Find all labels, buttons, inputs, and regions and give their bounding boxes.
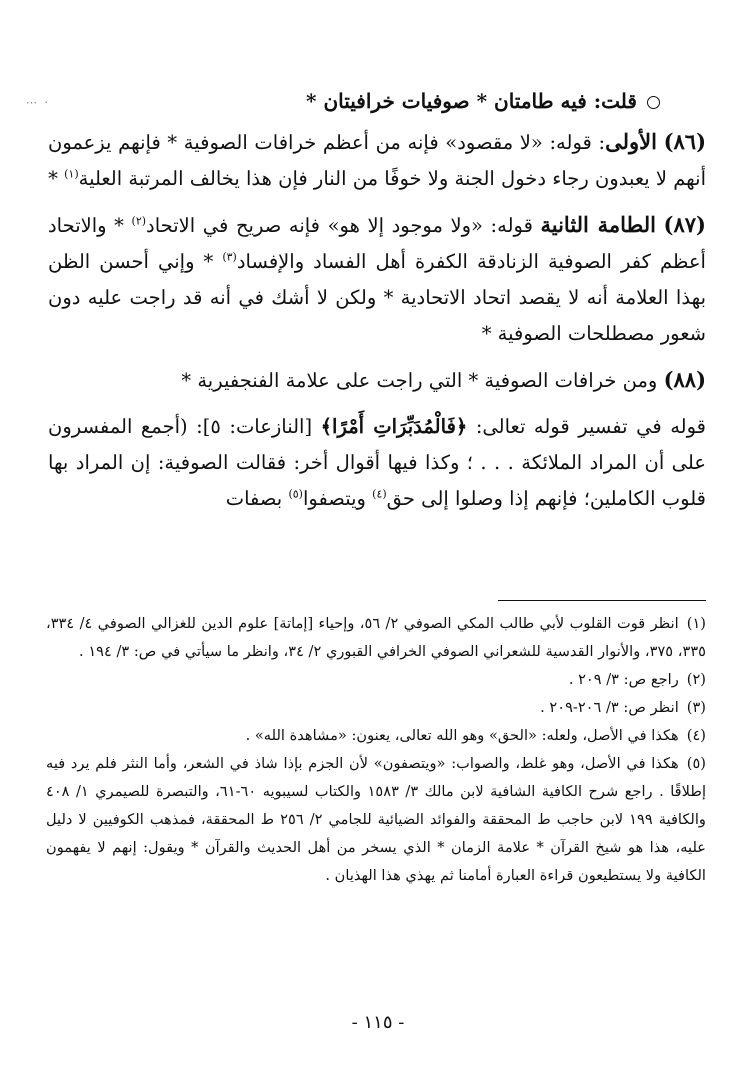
- footnote-text: انظر ص: ٣/ ٢٠٦-٢٠٩ .: [540, 699, 679, 716]
- footnote-ref[interactable]: (٣): [222, 250, 237, 264]
- paragraph-text: ومن خرافات الصوفية * التي راجت على علامة الفنجفيرية *: [181, 369, 664, 392]
- paragraph-text: ويتصفوا: [302, 487, 373, 510]
- footnote-ref[interactable]: (٥): [288, 487, 303, 501]
- footnote-number: (٢): [686, 671, 706, 688]
- footnote: [46, 694, 706, 722]
- heading-text: قلت: فيه طامتان * صوفيات خرافيتان *: [306, 89, 637, 113]
- main-text: [48, 124, 706, 527]
- footnotes: [46, 610, 706, 890]
- paragraph-number: (٨٧): [663, 212, 706, 237]
- paragraph-88: [48, 362, 706, 399]
- footnote-text: هكذا في الأصل، وهو غلط، والصواب: «ويتصفون» لأن الجزم بإذا شاذ في الشعر، وأما النثر فلم يرد فيه إطلاقًا . راجع شرح الكافية الشافية لابن مالك ٣/ ١٥٨٣ والكتاب لسيبويه ٦٠-٦١، والتبصرة للصيمري ١/ ٤٠٨ والكافية ١٩٩ لابن حاجب ط المحققة والفوائد الضيائية للجامي ٢/ ٢٥٦ ط المحققة، فمذهب الكوفيين لا دليل عليه، هذا هو شيخ القرآن * علامة الزمان * الذي يسخر من أهل الحديث والقرآن * ويقول: إنهم لا يفهمون الكافية ولا يستطيعون قراءة العبارة أمامنا ثم يهذي هذا الهذيان .: [46, 755, 706, 884]
- footnote: [46, 722, 706, 750]
- paragraph-text: * وإني أحسن الظن بهذا العلامة أنه لا يقصد اتحاد الاتحادية * ولكن لا أشك في أنه قد راجت عليه دون شعور مصطلحات الصوفية *: [48, 250, 706, 345]
- footnote-separator: [498, 600, 706, 601]
- page-number: - ١١٥ -: [351, 1012, 405, 1033]
- footnote: [46, 750, 706, 890]
- footnote-text: هكذا في الأصل، ولعله: «الحق» وهو الله تعالى، يعنون: «مشاهدة الله» .: [245, 727, 679, 744]
- paragraph-text: [النازعات: ٥]: (أجمع المفسرون على أن المراد الملائكة . . . ؛ وكذا فيها أقوال أخر: فقالت الصوفية: إن المراد بها قلوب الكاملين؛ فإنهم إذا وصلوا إلى حق: [48, 415, 706, 510]
- paragraph-text: قوله في تفسير قوله تعالى:: [467, 415, 706, 438]
- section-heading: [100, 86, 660, 116]
- footnote-number: (٣): [686, 699, 706, 716]
- paragraph-87: [48, 207, 706, 352]
- footnote-text: انظر قوت القلوب لأبي طالب المكي الصوفي ٢/ ٥٦، وإحياء [إماتة] علوم الدين للغزالي الصوفي ٤/ ٣٣٤، ٣٣٥، ٣٧٥، والأنوار القدسية للشعراني الصوفي الخرافي القبوري ٢/ ٣٤، وانظر ما سيأتي في ص: ٣/ ١٩٤ .: [46, 615, 706, 660]
- footnote-ref[interactable]: (٤): [372, 487, 387, 501]
- paragraph-text: بصفات: [225, 487, 289, 510]
- margin-scribble: ⋯ ·: [26, 96, 50, 109]
- paragraph-quote: [48, 409, 706, 517]
- footnote: [46, 666, 706, 694]
- footnote-ref[interactable]: (١): [64, 167, 79, 181]
- circle-bullet-icon: [647, 96, 660, 109]
- footnote-number: (٥): [686, 755, 706, 772]
- quran-verse: ﴿فَالْمُدَبِّرَاتِ أَمْرًا﴾: [320, 415, 468, 438]
- paragraph-86: [48, 124, 706, 197]
- paragraph-lead: الطامة الثانية: [540, 212, 656, 237]
- footnote: [46, 610, 706, 666]
- paragraph-text: : قوله: «لا مقصود» فإنه من أعظم خرافات الصوفية * فإنهم يزعمون أنهم لا يعبدون رجاء دخول الجنة ولا خوفًا من النار فإن هذا يخالف المرتبة العلية: [48, 131, 706, 190]
- paragraph-number: (٨٨): [663, 367, 706, 392]
- footnote-number: (٤): [686, 727, 706, 744]
- paragraph-tail: *: [48, 167, 65, 190]
- footnote-text: راجع ص: ٣/ ٢٠٩ .: [568, 671, 679, 688]
- paragraph-text: قوله: «ولا موجود إلا هو» فإنه صريح في الاتحاد: [146, 214, 541, 237]
- paragraph-number: (٨٦): [663, 129, 706, 154]
- paragraph-text: * والاتحاد أعظم كفر الصوفية الزنادقة الكفرة أهل الفساد والإفساد: [48, 214, 706, 273]
- footnote-ref[interactable]: (٢): [131, 214, 147, 228]
- footnote-number: (١): [686, 615, 706, 632]
- paragraph-lead: الأولى: [605, 129, 657, 154]
